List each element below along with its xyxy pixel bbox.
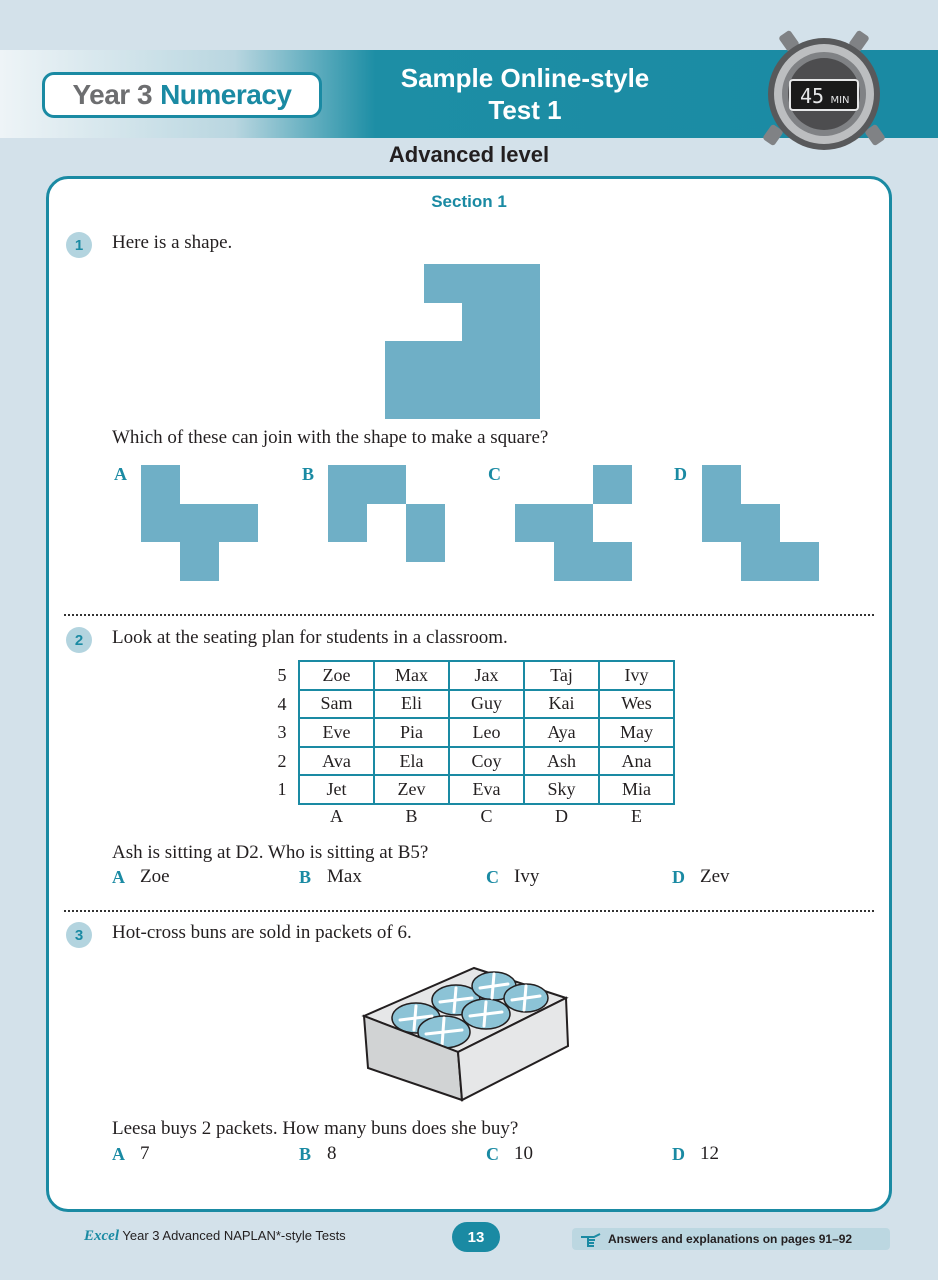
test-title-line1: Sample Online-style [400, 63, 650, 93]
q2-option-b-letter[interactable]: B [299, 867, 312, 887]
q3-option-a-text[interactable]: 7 [140, 1143, 150, 1164]
q2-option-c-letter[interactable]: C [486, 867, 499, 887]
book-name: Year 3 Advanced NAPLAN*-style Tests [122, 1228, 346, 1243]
table-cell: Ash [524, 747, 599, 776]
table-cell: Mia [599, 775, 674, 804]
q1-option-c-letter[interactable]: C [488, 464, 501, 484]
table-cell: May [599, 718, 674, 747]
q1-prompt: Here is a shape. [112, 232, 233, 253]
q2-question: Ash is sitting at D2. Who is sitting at B5? [112, 842, 429, 863]
row-label: 5 [277, 665, 287, 685]
q3-option-c-letter[interactable]: C [486, 1144, 499, 1164]
q3-option-d-letter[interactable]: D [672, 1144, 685, 1164]
q2-option-a-text[interactable]: Zoe [140, 866, 170, 887]
table-cell: Eva [449, 775, 524, 804]
seating-plan-table [298, 660, 675, 805]
table-row [299, 661, 674, 690]
subject-label: Numeracy [160, 79, 292, 110]
table-cell: Zev [374, 775, 449, 804]
table-cell: Ava [299, 747, 374, 776]
q3-option-c-text[interactable]: 10 [514, 1143, 533, 1164]
test-title-line2: Test 1 [488, 95, 562, 125]
subject-title-box [42, 72, 322, 118]
q1-question: Which of these can join with the shape to make a square? [112, 427, 549, 448]
table-row [299, 775, 674, 804]
q1-shape [385, 264, 541, 420]
q3-option-d-text[interactable]: 12 [700, 1143, 719, 1164]
table-cell: Taj [524, 661, 599, 690]
column-label: C [480, 806, 493, 826]
table-cell: Eve [299, 718, 374, 747]
table-cell: Pia [374, 718, 449, 747]
table-cell: Jax [449, 661, 524, 690]
table-row [299, 718, 674, 747]
q3-question: Leesa buys 2 packets. How many buns does she buy? [112, 1118, 519, 1139]
q1-option-d-shape[interactable] [702, 465, 820, 583]
table-cell: Ela [374, 747, 449, 776]
table-cell: Coy [449, 747, 524, 776]
column-label: A [330, 806, 343, 826]
q2-option-a-letter[interactable]: A [112, 867, 125, 887]
table-cell: Jet [299, 775, 374, 804]
table-cell: Aya [524, 718, 599, 747]
q2-option-c-text[interactable]: Ivy [514, 866, 540, 887]
q3-option-a-letter[interactable]: A [112, 1144, 125, 1164]
table-cell: Ivy [599, 661, 674, 690]
pointing-hand-icon [580, 1230, 602, 1248]
q1-option-d-letter[interactable]: D [674, 464, 687, 484]
timer-value: 45 [799, 84, 825, 108]
row-label: 3 [277, 722, 287, 742]
level-heading: Advanced level [388, 142, 550, 167]
year-label: Year 3 [72, 79, 153, 110]
question-number-1: 1 [66, 232, 92, 258]
q2-option-d-letter[interactable]: D [672, 867, 685, 887]
column-label: D [555, 806, 568, 826]
column-label: B [405, 806, 418, 826]
divider [64, 910, 874, 912]
q1-option-a-letter[interactable]: A [114, 464, 127, 484]
q1-option-c-shape[interactable] [515, 465, 633, 583]
section-title: Section 1 [431, 192, 507, 211]
test-title [360, 62, 690, 126]
divider [64, 614, 874, 616]
q1-option-b-letter[interactable]: B [302, 464, 315, 484]
table-cell: Sam [299, 690, 374, 719]
table-cell: Wes [599, 690, 674, 719]
page-number: 13 [452, 1222, 500, 1252]
table-row [299, 747, 674, 776]
table-cell: Zoe [299, 661, 374, 690]
table-cell: Max [374, 661, 449, 690]
stopwatch-icon [762, 30, 886, 154]
table-cell: Eli [374, 690, 449, 719]
q3-option-b-text[interactable]: 8 [327, 1143, 337, 1164]
q2-prompt: Look at the seating plan for students in a classroom. [112, 627, 508, 648]
q1-option-a-shape[interactable] [141, 465, 259, 583]
bun-box-illustration [356, 960, 576, 1102]
question-number-2: 2 [66, 627, 92, 653]
q3-option-b-letter[interactable]: B [299, 1144, 312, 1164]
table-row [299, 690, 674, 719]
row-label: 4 [277, 694, 287, 714]
question-number-3: 3 [66, 922, 92, 948]
brand-name: Excel [84, 1228, 119, 1244]
table-cell: Sky [524, 775, 599, 804]
table-cell: Leo [449, 718, 524, 747]
row-label: 1 [277, 779, 287, 799]
table-cell: Ana [599, 747, 674, 776]
answers-text: Answers and explanations on pages 91–92 [608, 1232, 853, 1246]
table-cell: Guy [449, 690, 524, 719]
row-label: 2 [277, 751, 287, 771]
q3-prompt: Hot-cross buns are sold in packets of 6. [112, 922, 412, 943]
timer-unit: MIN [830, 95, 850, 106]
table-cell: Kai [524, 690, 599, 719]
q1-option-b-shape[interactable] [328, 465, 446, 583]
q2-option-d-text[interactable]: Zev [700, 866, 730, 887]
column-label: E [631, 806, 642, 826]
q2-option-b-text[interactable]: Max [327, 866, 362, 887]
footer-book-title [84, 1228, 346, 1245]
answers-note [572, 1228, 890, 1250]
